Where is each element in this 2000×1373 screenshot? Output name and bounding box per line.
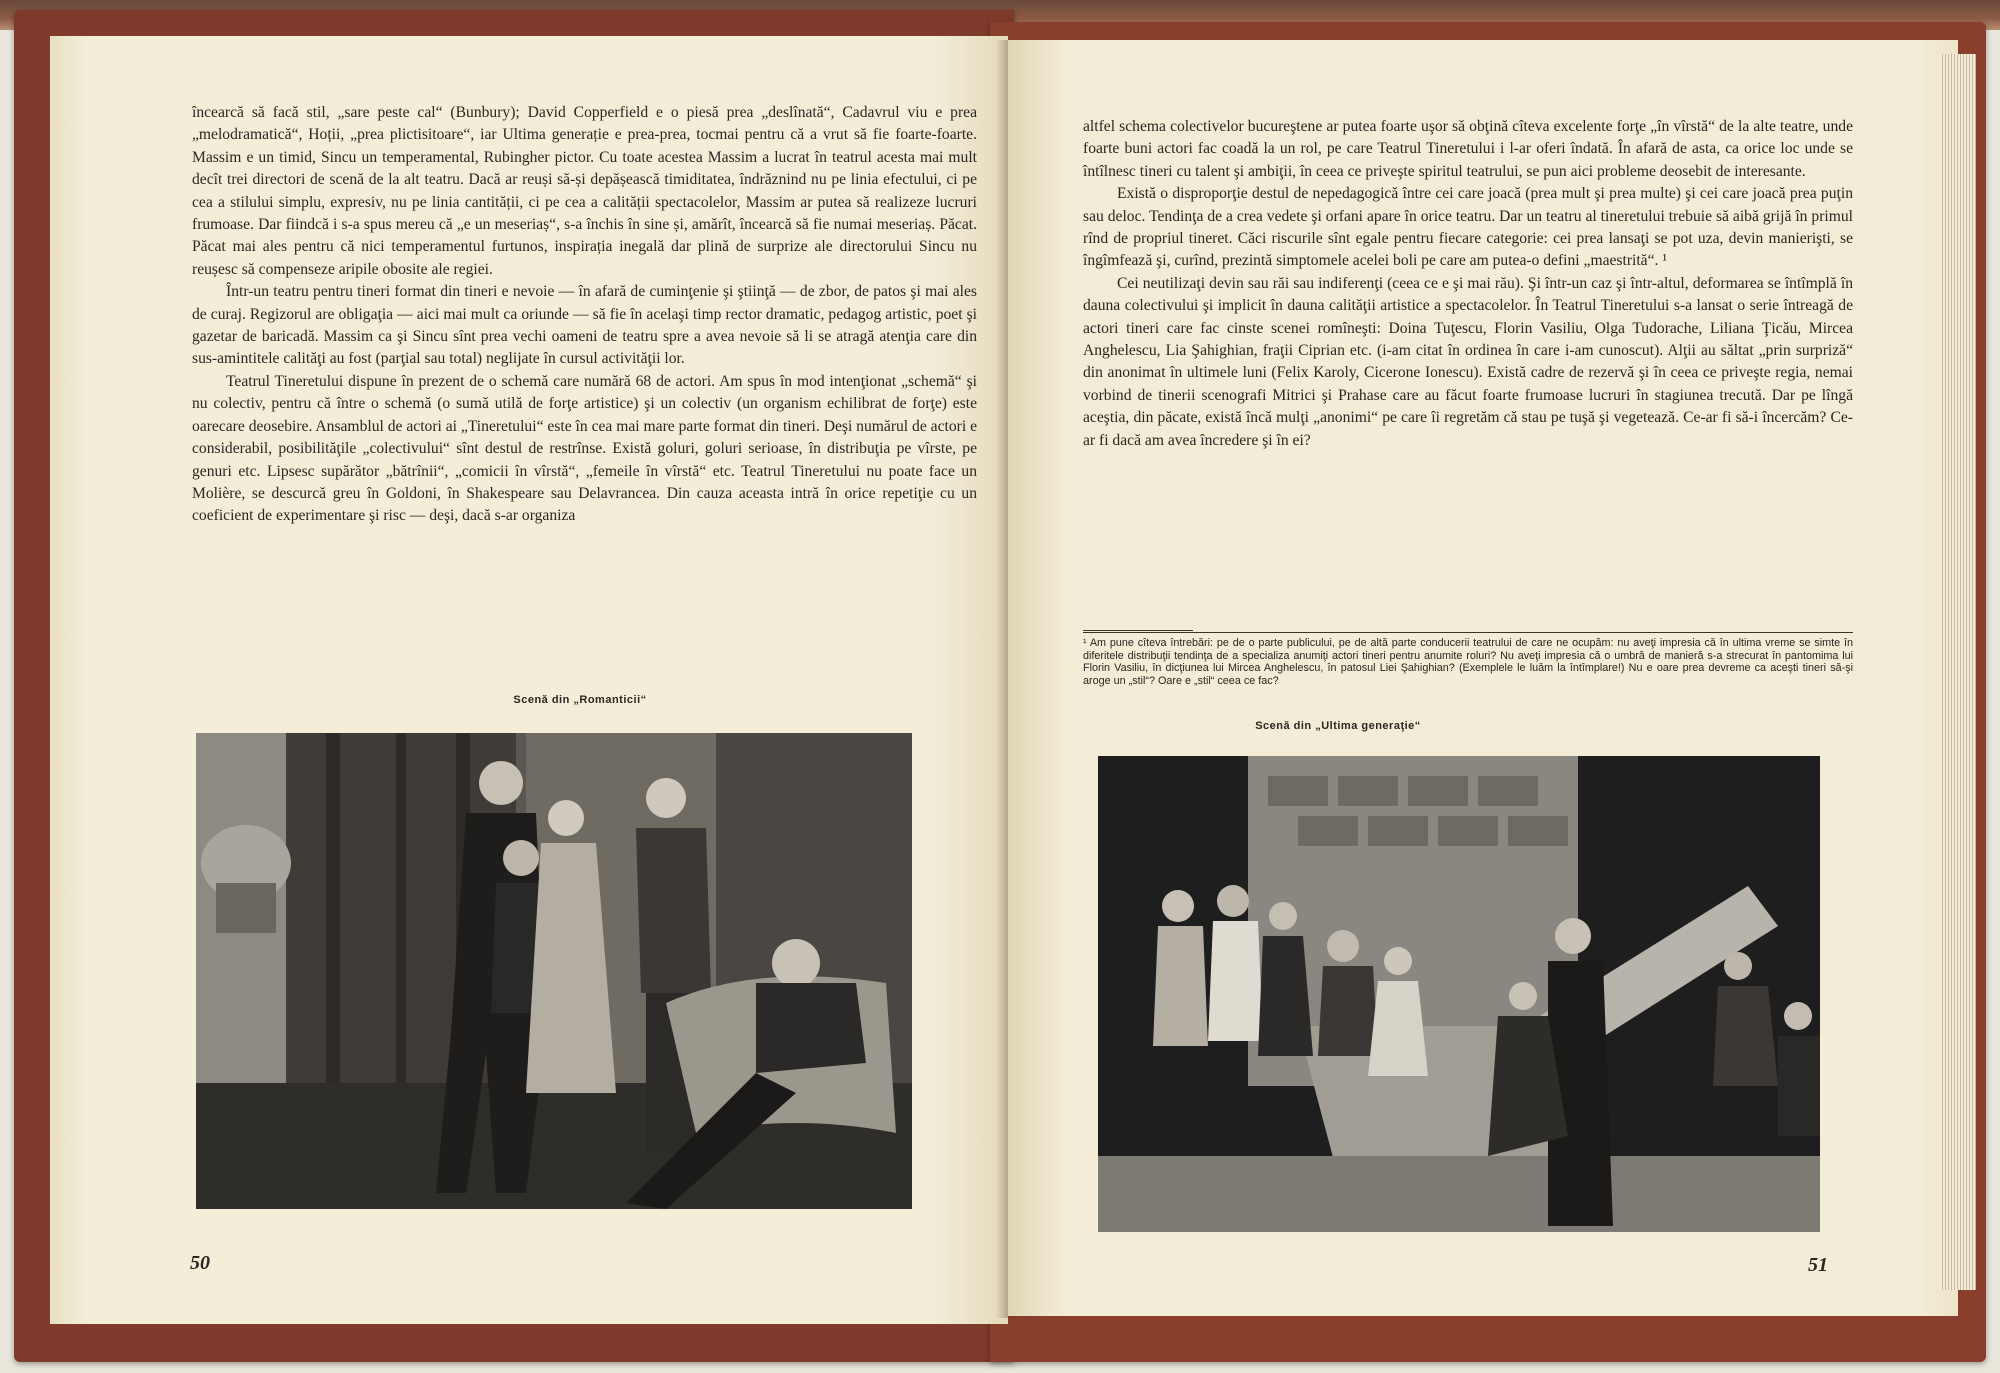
- stage-photo-romanticii: [196, 733, 912, 1209]
- right-page-body: [1083, 116, 1853, 452]
- photo-caption: Scenă din „Ultima generaţie“: [1255, 720, 1421, 732]
- left-page-body: [192, 102, 977, 528]
- footnote-rule: [1083, 630, 1193, 631]
- paragraph: Cei neutilizaţi devin sau răi sau indiferenţi (ceea ce e şi mai rău). Şi într-un caz şi într-altul, deformarea se întîmplă în dauna colectivului şi implicit în dauna calităţii artistice a spectacolelor. În Teatrul Tineretului s-a lansat o serie întreagă de actori tineri care fac cinste scenei romîneşti: Doina Tuţescu, Florin Vasiliu, Olga Tudorache, Liliana Ţicău, Mircea Anghelescu, Lia Şahighian, fraţii Ciprian etc. (i-am citat în ordinea în care i-am cunoscut). Alţii au săltat „prin surpriză“ din anonimat în ultimele luni (Felix Karoly, Cicerone Ionescu). Există cadre de rezervă şi în ceea ce priveşte regia, nemai vorbind de tinerii scenografi Mitrici şi Prahase care au făcut foarte frumoase lucruri în stagiunea trecută. Dar pe lîngă aceştia, din păcate, există încă mulţi „anonimi“ pe care îi regretăm că stau pe tuşă şi vegetează. Ce-ar fi să-i încercăm? Ce-ar fi dacă am avea încredere şi în ei?: [1083, 274, 1853, 449]
- stage-photo-ultima-generatie: [1098, 756, 1820, 1232]
- right-page: [1008, 40, 1958, 1316]
- paragraph: Teatrul Tineretului dispune în prezent de o schemă care numără 68 de actori. Am spus în mod intenţionat „schemă“ şi nu colectiv, pentru că între o schemă (o sumă utilă de forţe artistice) şi un colectiv (un organism echilibrat de forţe) este oarecare deosebire. Ansamblul de actori ai „Tineretului“ este în cea mai mare parte format din tineri. Deşi numărul de actori e considerabil, posibilităţile „colectivului“ sînt destul de restrînse. Există goluri, goluri serioase, în distribuţia pe vîrste, pe genuri etc. Lipsesc supărător „bătrînii“, „comicii în vîrstă“, „femeile în vîrstă“ etc. Teatrul Tineretului nu poate face un Molière, se descurcă greu în Goldoni, în Shakespeare sau Delavrancea. Din cauza aceasta intră în orice repetiţie cu un coeficient de experimentare şi risc — deşi, dacă s-ar organiza: [192, 372, 977, 525]
- paragraph: altfel schema colectivelor bucureştene ar putea foarte uşor să obţină cîteva excelente forţe „în vîrstă“ de la alte teatre, unde foarte buni actori fac coadă la un rol, pe care Teatrul Tineretului i l-ar oferi îndată. În afară de asta, ca orice loc unde se întîlnesc tineri cu talent şi ambiţii, în ceea ce priveşte spiritul teatrului, se pun aici probleme deosebit de interesante.: [1083, 118, 1853, 180]
- page-number: 50: [190, 1252, 210, 1274]
- page-number: 51: [1808, 1254, 1828, 1276]
- photo-caption: Scenă din „Romanticii“: [513, 694, 647, 706]
- paragraph: încearcă să facă stil, „sare peste cal“ (Bunbury); David Copperfield e o piesă prea „deslînată“, Cadavrul viu e prea „melodramatică“, Hoții, „prea plictisitoare“, iar Ultima generație e prea-prea, tocmai pentru că a vrut să fie foarte-foarte. Massim e un timid, Sincu un temperamental, Rubingher pictor. Cu toate acestea Massim a lucrat în teatrul acesta mai mult decît trei directori de scenă de la alt teatru. Dacă ar reuși să-și depășească timiditatea, îndrăznind nu pe linia efectului, ci pe cea a stilului simplu, expresiv, nu pe linia cantității, ci pe cea a calității spectacolelor, Massim ar putea să realizeze lucruri frumoase. Dar fiindcă i s-a spus mereu că „e un meseriaș“, s-a închis în sine și, amărît, încearcă să fie numai meseriaș. Păcat. Păcat mai ales pentru că nici temperamentul furtunos, inspirația inegală dar plină de surprize ale directorului Sincu nu reușesc să compenseze aripile obosite ale regiei.: [192, 104, 977, 278]
- left-page: [50, 36, 1008, 1324]
- page-edges: [1940, 54, 1976, 1290]
- paragraph: Există o disproporţie destul de nepedagogică între cei care joacă (prea mult şi prea multe) şi cei care joacă prea puţin sau deloc. Tendinţa de a crea vedete şi orfani apare în orice teatru. Dar un teatru al tineretului trebuie să aibă grijă în primul rînd de propriul tineret. Căci riscurile sînt egale pentru fiecare categorie: cei prea lansaţi se pot uza, devin manierişti, se îngîmfează şi, curînd, prezintă simptomele acelei boli pe care am putea-o defini „maestrită“. ¹: [1083, 185, 1853, 270]
- footnote: ¹ Am pune cîteva întrebări: pe de o parte publicului, pe de altă parte conducerii teatrului de care ne ocupăm: nu aveţi impresia că în ultima vreme se simte în diferitele distribuţii tendinţa de a specializa anumiţi actori tineri pentru anumite roluri? Nu aveţi impresia că o umbră de manieră s-a strecurat în pantomima lui Florin Vasiliu, în dicţiunea lui Mircea Anghelescu, în patosul Liei Şahighian? (Exemplele le luăm la întîmplare!) Nu e oare prea devreme ca aceşti tineri să-şi aroge un „stil“? Oare e „stil“ ceea ce fac?: [1083, 632, 1853, 687]
- paragraph: Într-un teatru pentru tineri format din tineri e nevoie — în afară de cuminţenie şi ştiinţă — de zbor, de patos şi mai ales de curaj. Regizorul are obligaţia — aici mai mult ca oriunde — să fie în acelaşi timp rector dramatic, pedagog artistic, poet şi gazetar de baricadă. Massim ca şi Sincu sînt prea vechi oameni de teatru spre a avea nevoie să li se atragă atenţia care din sus-amintitele calităţi au fost (parţial sau total) neglijate în cursul activităţii lor.: [192, 283, 977, 368]
